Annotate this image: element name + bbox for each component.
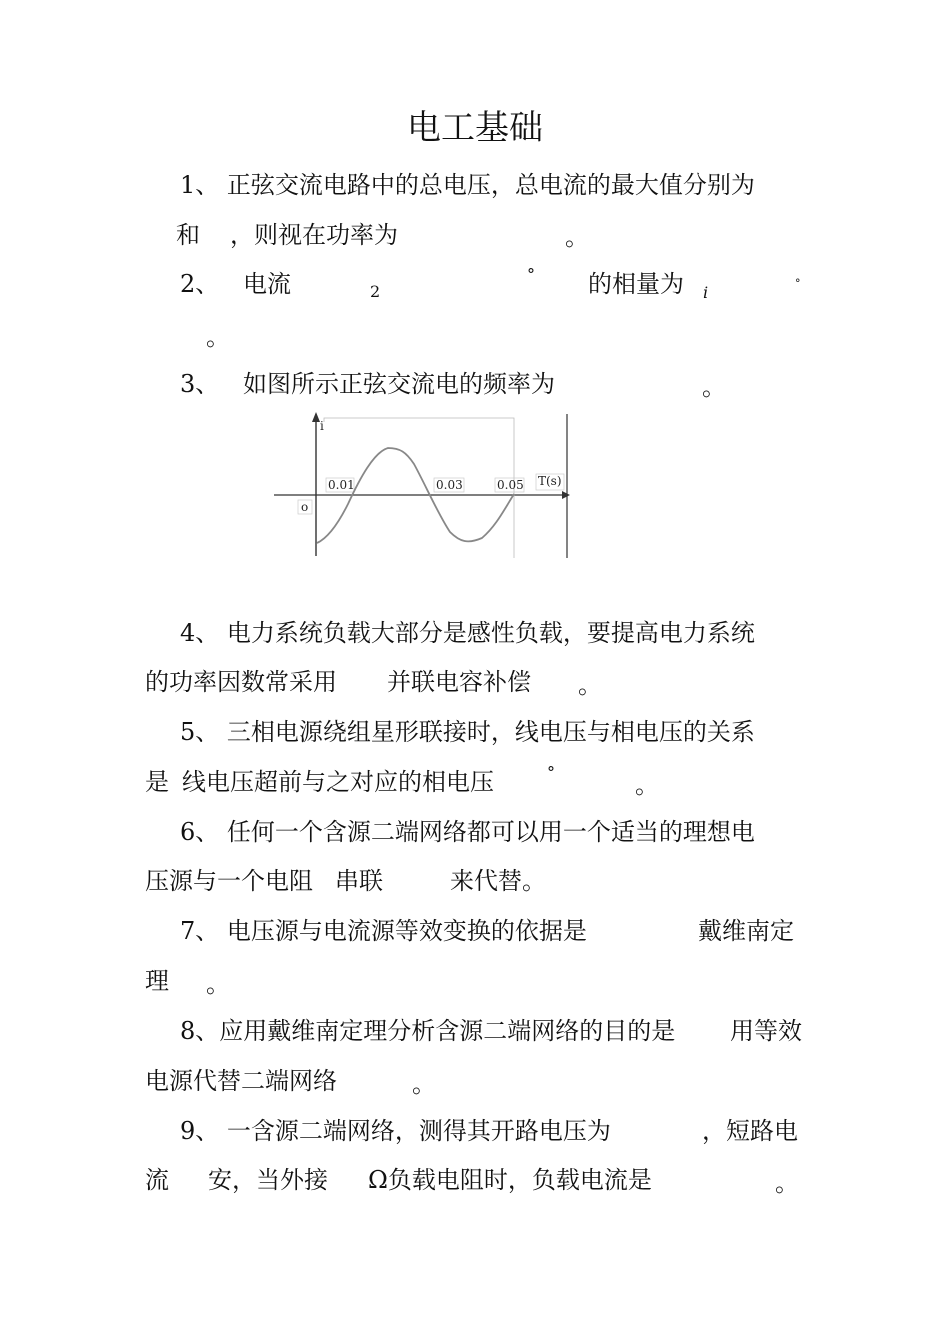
q4-line1: 4、 电力系统负载大部分是感性负载，要提高电力系统 [180,619,755,647]
q1-line2-end: 。 [565,223,589,251]
q2-i-symbol: i [703,283,709,302]
q7-line2-a: 理 [145,967,169,995]
q5-line1: 5、 三相电源绕组星形联接时，线电压与相电压的关系 [180,718,755,746]
q6-answer: 串联 [335,867,383,895]
q7-line1: 7、 电压源与电流源等效变换的依据是 [180,917,587,945]
q5-degree: ° [547,763,555,782]
q2-line2: 。 [206,323,230,351]
q9-line2-b: 安，当外接 [208,1166,328,1194]
q7-end: 。 [206,970,230,998]
origin-label: o [301,500,309,514]
q8-answer: 用等效 [730,1017,802,1045]
x-axis-arrow-icon [562,491,570,499]
q2-text-a: 电流 [243,270,291,298]
q6-line2-b: 来代替。 [450,867,546,895]
q2-number: 2、 [180,270,220,298]
q2-text-b: 的相量为 [588,270,684,298]
q1-line2-b: ，则视在功率为 [230,221,398,249]
q4-line2-a: 的功率因数常采用 [145,668,337,696]
y-axis-label: i [320,419,324,433]
q6-line1: 6、 任何一个含源二端网络都可以用一个适当的理想电 [180,818,755,846]
q3-number: 3、 [180,370,220,398]
q8-end: 。 [412,1070,436,1098]
q6-line2-a: 压源与一个电阻 [145,867,313,895]
q7-answer: 戴维南定 [698,917,794,945]
q9-line2-c: Ω负载电阻时，负载电流是 [368,1166,652,1194]
tick-label-0.01: 0.01 [328,478,355,492]
q5-line2-a: 是 [145,768,169,796]
q8-line1-a: 8、应用戴维南定理分析含源二端网络的目的是 [180,1017,676,1045]
y-axis-arrow-icon [312,412,320,422]
q3-text: 如图所示正弦交流电的频率为 [243,370,555,398]
q9-line2-a: 流 [145,1166,169,1194]
x-axis-label: T(s) [538,474,562,488]
sine-wave-figure [268,408,578,570]
q8-line2-a: 电源代替二端网络 [145,1067,337,1095]
q1-line1: 1、 正弦交流电路中的总电压，总电流的最大值分别为 [180,171,755,199]
q3-end: 。 [702,373,726,401]
q5-end: 。 [635,771,659,799]
q4-end: 。 [578,671,602,699]
q1-line2-a: 和 [176,221,200,249]
q5-answer: 线电压超前与之对应的相电压 [182,768,494,796]
q9-line1-a: 9、 一含源二端网络，测得其开路电压为 [180,1117,611,1145]
q2-dot: ° [795,277,801,290]
q2-subscript: 2 [370,282,381,301]
q9-end: 。 [775,1169,799,1197]
q9-line1-b: ，短路电 [702,1117,798,1145]
q4-answer: 并联电容补偿 [387,668,531,696]
tick-label-0.05: 0.05 [497,478,524,492]
page-title: 电工基础 [407,108,543,148]
tick-label-0.03: 0.03 [436,478,463,492]
q2-degree-1: ° [527,265,535,284]
